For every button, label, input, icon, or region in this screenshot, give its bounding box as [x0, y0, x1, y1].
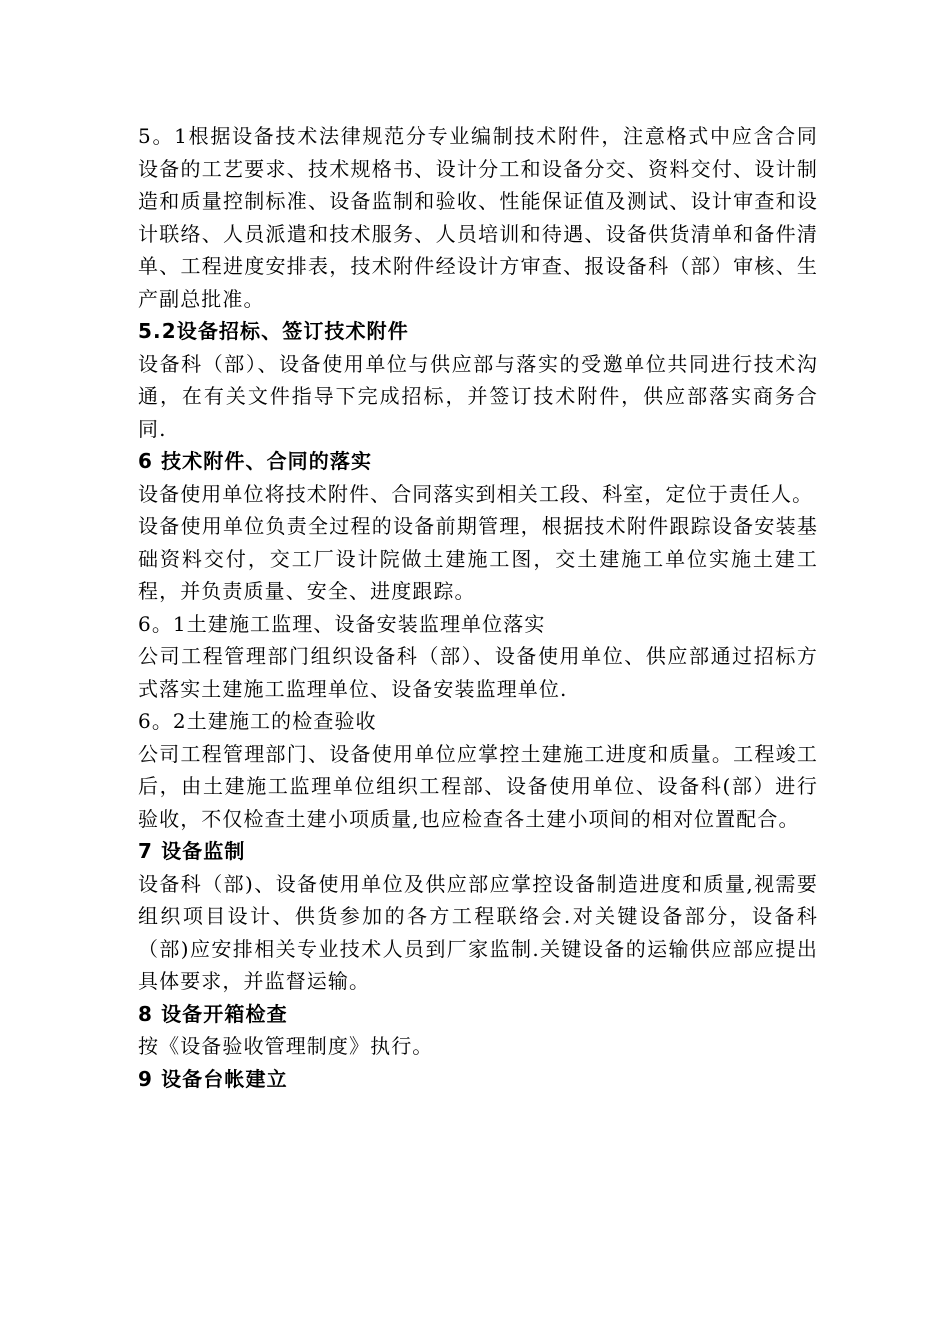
heading-9: 9 设备台帐建立 — [138, 1066, 288, 1091]
paragraph-6-2-body: 公司工程管理部门、设备使用单位应掌控土建施工进度和质量。工程竣工后，由土建施工监理单位组织工程部、设备使用单位、设备科(部）进行验收，不仅检查土建小项质量,也应检查各土建小项间的相对位置配合。 — [138, 741, 818, 831]
paragraph-6-body-2: 设备使用单位负责全过程的设备前期管理，根据技术附件跟踪设备安装基础资料交付，交工厂设计院做土建施工图，交土建施工单位实施土建工程，并负责质量、安全、进度跟踪。 — [138, 514, 818, 603]
paragraph-6-1-body: 公司工程管理部门组织设备科（部）、设备使用单位、供应部通过招标方式落实土建施工监理单位、设备安装监理单位. — [138, 644, 818, 701]
paragraph-5-1: 5。1根据设备技术法律规范分专业编制技术附件，注意格式中应含合同设备的工艺要求、技术规格书、设计分工和设备分交、资料交付、设计制造和质量控制标准、设备监制和验收、性能保证值及测试、设计审查和设计联络、人员派遣和技术服务、人员培训和待遇、设备供货清单和备件清单、工程进度安排表，技术附件经设计方审查、报设备科（部）审核、生产副总批准。 — [138, 124, 818, 311]
paragraph-6-body-1: 设备使用单位将技术附件、合同落实到相关工段、科室，定位于责任人。 — [138, 481, 814, 506]
subheading-6-1: 6。1土建施工监理、设备安装监理单位落实 — [138, 611, 546, 636]
heading-5-2: 5.2设备招标、签订技术附件 — [138, 319, 409, 343]
heading-7: 7 设备监制 — [138, 839, 246, 863]
heading-8: 8 设备开箱检查 — [138, 1001, 288, 1026]
paragraph-8-body: 按《设备验收管理制度》执行。 — [138, 1034, 434, 1058]
subheading-6-2: 6。2土建施工的检查验收 — [138, 709, 377, 733]
heading-6: 6 技术附件、合同的落实 — [138, 449, 373, 473]
paragraph-7-body: 设备科（部)、设备使用单位及供应部应掌控设备制造进度和质量,视需要组织项目设计、供货参加的各方工程联络会.对关键设备部分，设备科（部)应安排相关专业技术人员到厂家监制.关键设备的运输供应部应提出具体要求，并监督运输。 — [138, 871, 818, 993]
paragraph-5-2-body: 设备科（部）、设备使用单位与供应部与落实的受邀单位共同进行技术沟通，在有关文件指导下完成招标，并签订技术附件，供应部落实商务合同. — [138, 351, 818, 441]
document-body — [138, 120, 818, 1095]
